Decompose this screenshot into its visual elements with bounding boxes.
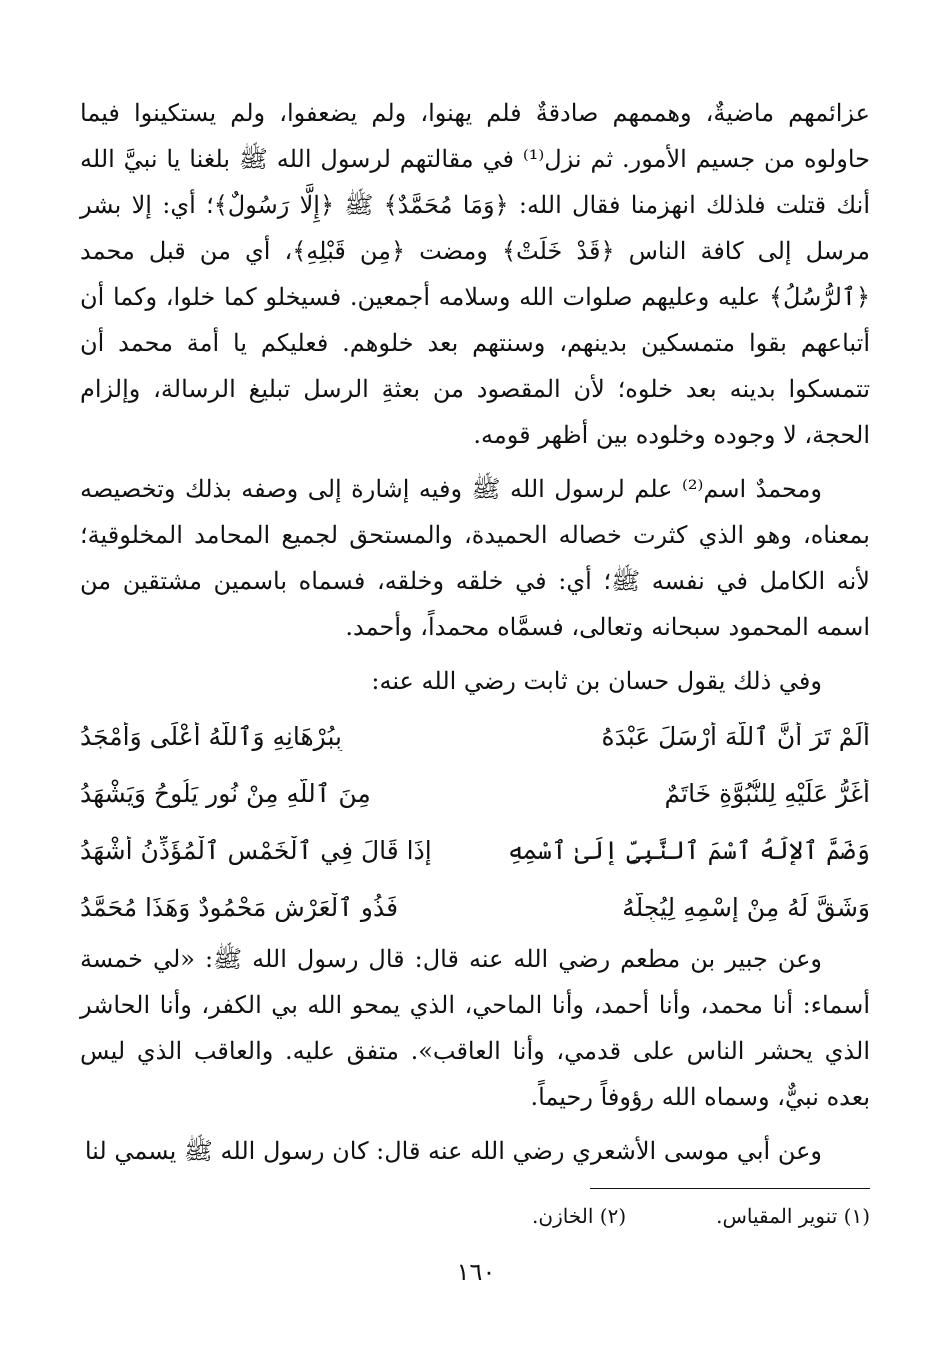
footnote-separator [590, 1188, 870, 1189]
verse-first-half: وَشَقَّ لَهُ مِنْ إِسْمِهِ لِيُجِلَّهُ [622, 893, 870, 922]
page-number: ١٦٠ [456, 1258, 496, 1286]
paragraph-last: وعن أبي موسى الأشعري رضي الله عنه قال: كان رسول الله ﷺ يسمي لنا [84, 1137, 822, 1165]
poem-intro: وفي ذلك يقول حسان بن ثابت رضي الله عنه: [371, 667, 822, 695]
paragraph-2: ومحمدٌ اسم⁽²⁾ علم لرسول الله ﷺ وفيه إشارة إلى وصفه بذلك وتخصيصه بمعناه، وهو الذي كثرت خصاله الحميدة، والمستحق لجميع المحامد المخلوقية؛ لأنه الكامل في نفسه ﷺ؛ أي: في خلقه وخلقه، فسماه باسمين مشتقين من اسمه المحمود سبحانه وتعالى، فسمَّاه محمداً، وأحمد. [80, 475, 870, 641]
paragraph-hadith: وعن جبير بن مطعم رضي الله عنه قال: قال رسول الله ﷺ: «لي خمسة أسماء: أنا محمد، وأنا أحمد، وأنا الماحي، الذي يمحو الله بي الكفر، وأنا الحاشر الذي يحشر الناس على قدمي، وأنا العاقب». متفق عليه. والعاقب الذي ليس بعده نبيٌّ، وسماه الله رؤوفاً رحيماً. [80, 945, 870, 1111]
verse-second-half: بِبُرْهَانِهِ وَٱللَّهُ أَعْلَى وَأَمْجَدُ [80, 722, 342, 751]
footnote-1: (١) تنوير المقياس. [716, 1204, 870, 1228]
poem-verse [80, 822, 870, 879]
verse-second-half: مِنَ ٱللَّهِ مِنْ نُورٍ يَلُوحُ وَيَشْهَدُ [80, 779, 371, 808]
footnotes [330, 1200, 870, 1232]
poem [80, 708, 870, 936]
verse-second-half: إِذَا قَالَ فِي ٱلْخَمْسِ ٱلْمُؤَذِّنُ أَشْهَدُ [80, 836, 432, 865]
paragraph-1: عزائمهم ماضيةٌ، وهممهم صادقةٌ فلم يهنوا، ولم يضعفوا، ولم يستكينوا فيما حاولوه من جسيم الأمور. ثم نزل⁽¹⁾ في مقالتهم لرسول الله ﷺ بلغنا يا نبيَّ الله أنك قتلت فلذلك انهزمنا فقال الله: ﴿وَمَا مُحَمَّدٌ﴾ ﷺ ﴿إِلَّا رَسُولٌ﴾؛ أي: إلا بشر مرسل إلى كافة الناس ﴿قَدْ خَلَتْ﴾ ومضت ﴿مِن قَبْلِهِ﴾، أي من قبل محمد ﴿ٱلرُّسُلُ﴾ عليه وعليهم صلوات الله وسلامه أجمعين. فسيخلو كما خلوا، وكما أن أتباعهم بقوا متمسكين بدينهم، وسنتهم بعد خلوهم. فعليكم يا أمة محمد أن تتمسكوا بدينه بعد خلوه؛ لأن المقصود من بعثةِ الرسل تبليغ الرسالة، وإلزام الحجة، لا وجوده وخلوده بين أظهر قومه. [80, 99, 871, 449]
footnote-2: (٢) الخازن. [532, 1204, 627, 1228]
poem-verse [80, 765, 870, 822]
verse-second-half: فَذُو ٱلْعَرْشِ مَحْمُودٌ وَهَذَا مُحَمَّدُ [80, 893, 399, 922]
page-body [80, 90, 870, 1174]
poem-verse [80, 879, 870, 936]
verse-first-half: أَلَمْ تَرَ أَنَّ ٱللَّهَ أَرْسَلَ عَبْدَهُ [601, 722, 870, 751]
verse-first-half: وَضَمَّ ٱلإِلَٰهُ ٱسْمَ ٱلنَّبِيِّ إِلَىٰ ٱسْمِهِ [508, 836, 870, 865]
verse-first-half: أَغَرُّ عَلَيْهِ لِلنُّبُوَّةِ خَاتَمٌ [664, 779, 870, 808]
poem-verse [80, 708, 870, 765]
